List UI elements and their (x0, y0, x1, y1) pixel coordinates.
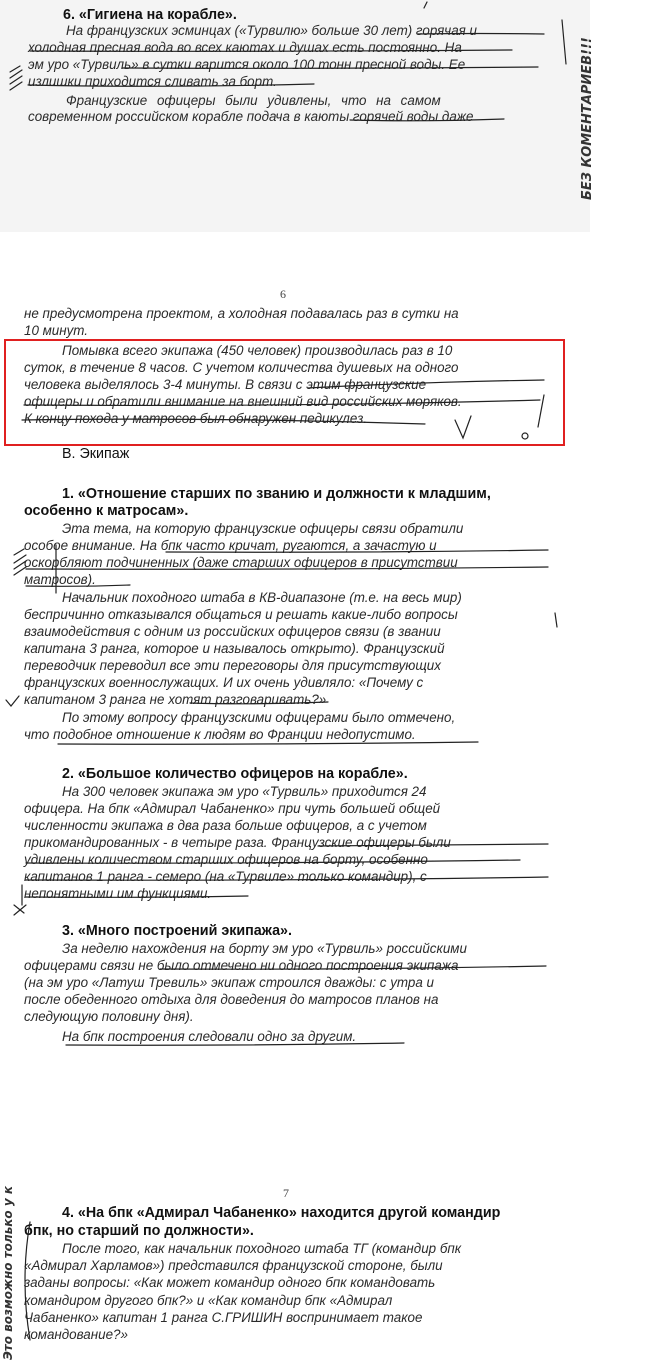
highlighted-line: человека выделялось 3-4 минуты. В связи с этим французские (24, 377, 427, 392)
text-line: Чабаненко» капитан 1 ранга С.ГРИШИН воспринимает такое (24, 1310, 423, 1325)
text-line: На бпк построения следовали одно за другим. (62, 1029, 357, 1044)
item1-heading: особенно к матросам». (24, 503, 189, 519)
item4-heading: 4. «На бпк «Адмирал Чабаненко» находится другой командир (62, 1205, 501, 1221)
text-line: офицера. На бпк «Адмирал Чабаненко» при чуть большей общей (24, 801, 441, 816)
text-line: холодная пресная вода во всех каютах и душах есть постоянно. На (28, 40, 462, 55)
document-page-1 (0, 0, 590, 232)
handwritten-margin-note: Это возможно только у к (1, 1186, 15, 1360)
text-line: не предусмотрена проектом, а холодная подавалась раз в сутки на (24, 306, 459, 321)
highlighted-line: Помывка всего экипажа (450 человек) производилась раз в 10 (62, 343, 453, 358)
section-title: В. Экипаж (62, 446, 130, 462)
text-line: (на эм уро «Латуш Тревиль» экипаж строился дважды: с утра и (24, 975, 434, 990)
text-line: заданы вопросы: «Как может командир одного бпк командовать (24, 1275, 436, 1290)
text-line: капитанов 1 ранга - семеро (на «Турвиле» только командир), с (24, 869, 427, 884)
text-line: По этому вопросу французскими офицерами было отмечено, (62, 710, 456, 725)
text-line: непонятными им функциями. (24, 886, 212, 901)
item2-heading: 2. «Большое количество офицеров на корабле». (62, 766, 408, 782)
text-line: капитаном 3 ранга не хотят разговаривать?» (24, 692, 327, 707)
handwritten-margin-note: БЕЗ КОМЕНТАРИЕВ!!! (580, 37, 595, 200)
text-line: переводчик переводил все эти переговоры для присутствующих (24, 658, 441, 673)
text-line: капитана 3 ранга, которое и называлось открыто). Французский (24, 641, 445, 656)
text-line: Эта тема, на которую французские офицеры связи обратили (62, 521, 464, 536)
text-line: беспричинно отказывался общаться и решать какие-либо вопросы (24, 607, 458, 622)
item3-heading: 3. «Много построений экипажа». (62, 923, 292, 939)
text-line: После того, как начальник походного штаба ТГ (командир бпк (62, 1241, 462, 1256)
page-number: 7 (283, 1186, 289, 1200)
text-line: Начальник походного штаба в КВ-диапазоне (т.е. на весь мир) (62, 590, 462, 605)
text-line: французских военнослужащих. И их очень удивляло: «Почему с (24, 675, 424, 690)
item1-heading: 1. «Отношение старших по званию и должности к младшим, (62, 486, 491, 502)
text-line: эм уро «Турвиль» в сутки варится около 100 тонн пресной воды. Ее (28, 57, 466, 72)
text-line: оскорбляют подчиненных (даже старших офицеров в присутствии (24, 555, 458, 570)
text-line: 10 минут. (24, 323, 89, 338)
highlighted-line: К концу похода у матросов был обнаружен педикулез. (24, 411, 368, 426)
highlighted-line: офицеры и обратили внимание на внешний вид российских моряков. (24, 394, 462, 409)
text-line: «Адмирал Харламов») представился французской стороне, были (24, 1258, 443, 1273)
document-page-3 (0, 1180, 590, 1362)
section-6-heading: 6. «Гигиена на корабле». (63, 7, 237, 23)
highlighted-line: суток, в течение 8 часов. С учетом количества душевых на одного (24, 360, 459, 375)
item4-heading: бпк, но старший по должности». (24, 1223, 254, 1239)
text-line: особое внимание. На бпк часто кричат, ругаются, а зачастую и (24, 538, 437, 553)
text-line: удивлены количеством старших офицеров на борту, особенно (24, 852, 428, 867)
text-line: офицерами связи не было отмечено ни одного построения экипажа (24, 958, 459, 973)
text-line: следующую половину дня). (24, 1009, 194, 1024)
text-line: На 300 человек экипажа эм уро «Турвиль» приходится 24 (62, 784, 427, 799)
text-line: что подобное отношение к людям во Франции недопустимо. (24, 727, 416, 742)
text-line: матросов). (24, 572, 96, 587)
text-line: командиром другого бпк?» и «Как командир бпк «Адмирал (24, 1293, 393, 1308)
text-line: За неделю нахождения на борту эм уро «Турвиль» российскими (62, 941, 467, 956)
text-line: Французские офицеры были удивлены, что на самом (66, 93, 441, 108)
text-line: излишки приходится сливать за борт. (28, 74, 277, 89)
text-line: современном российском корабле подача в каюты горячей воды даже (28, 109, 474, 124)
text-line: прикомандированных - в четыре раза. Французские офицеры были (24, 835, 451, 850)
text-line: численности экипажа в два раза больше офицеров, а с учетом (24, 818, 427, 833)
text-line: после обеденного отдыха для доведения до матросов планов на (24, 992, 439, 1007)
text-line: На французских эсминцах («Турвилю» больше 30 лет) горячая и (66, 23, 477, 38)
highlight-box (4, 339, 565, 446)
text-line: взаимодействия с одним из российских офицеров связи (в звании (24, 624, 441, 639)
text-line: командование?» (24, 1327, 128, 1342)
page-number: 6 (280, 287, 286, 301)
